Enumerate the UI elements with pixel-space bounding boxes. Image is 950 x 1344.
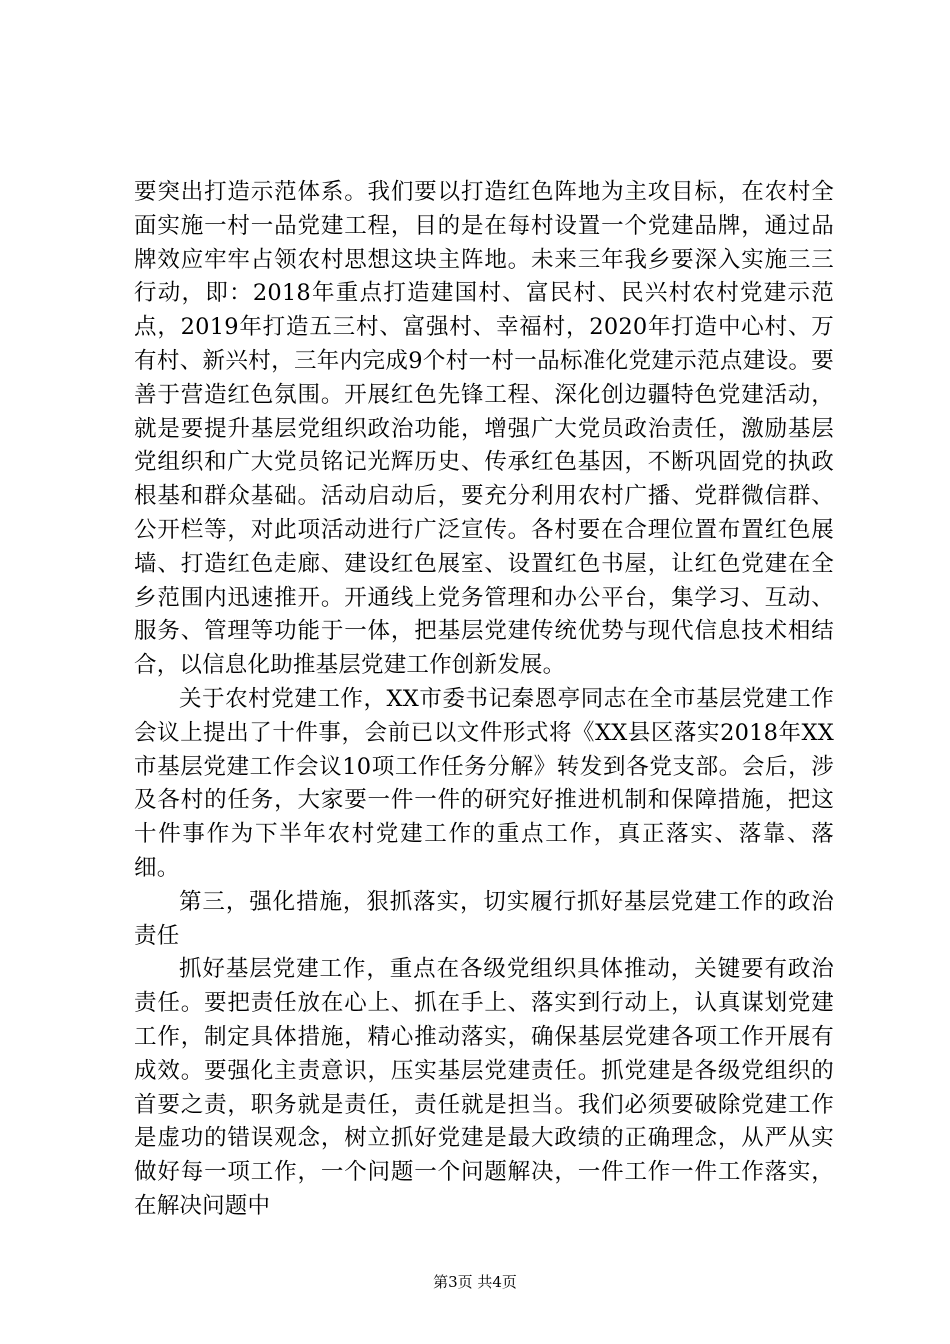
section-heading-3: 第三，强化措施，狠抓落实，切实履行抓好基层党建工作的政治责任 <box>134 888 834 949</box>
paragraph-4: 抓好基层党建工作，重点在各级党组织具体推动，关键要有政治责任。要把责任放在心上、抓在手上、落实到行动上，认真谋划党建工作，制定具体措施，精心推动落实，确保基层党建各项工作开展有成效。要强化主责意识，压实基层党建责任。抓党建是各级党组织的首要之责，职务就是责任，责任就是担当。我们必须要破除党建工作是虚功的错误观念，树立抓好党建是最大政绩的正确理念，从严从实做好每一项工作，一个问题一个问题解决，一件工作一件工作落实，在解决问题中 <box>134 956 834 1219</box>
document-body <box>134 176 834 1224</box>
page-number-label: 第3页 共4页 <box>433 1273 517 1291</box>
paragraph-1: 要突出打造示范体系。我们要以打造红色阵地为主攻目标，在农村全面实施一村一品党建工程，目的是在每村设置一个党建品牌，通过品牌效应牢牢占领农村思想这块主阵地。未来三年我乡要深入实施三三行动，即：2018年重点打造建国村、富民村、民兴村农村党建示范点，2019年打造五三村、富强村、幸福村，2020年打造中心村、万有村、新兴村，三年内完成9个村一村一品标准化党建示范点建设。要善于营造红色氛围。开展红色先锋工程、深化创边疆特色党建活动，就是要提升基层党组织政治功能，增强广大党员政治责任，激励基层党组织和广大党员铭记光辉历史、传承红色基因，不断巩固党的执政根基和群众基础。活动启动后，要充分利用农村广播、党群微信群、公开栏等，对此项活动进行广泛宣传。各村要在合理位置布置红色展墙、打造红色走廊、建设红色展室、设置红色书屋，让红色党建在全乡范围内迅速推开。开通线上党务管理和办公平台，集学习、互动、服务、管理等功能于一体，把基层党建传统优势与现代信息技术相结合，以信息化助推基层党建工作创新发展。 <box>134 179 834 679</box>
page-footer <box>0 1272 950 1292</box>
paragraph-2: 关于农村党建工作，XX市委书记秦恩亭同志在全市基层党建工作会议上提出了十件事，会前已以文件形式将《XX县区落实2018年XX市基层党建工作会议10项工作任务分解》转发到各党支部。会后，涉及各村的任务，大家要一件一件的研究好推进机制和保障措施，把这十件事作为下半年农村党建工作的重点工作，真正落实、落靠、落细。 <box>134 685 834 881</box>
